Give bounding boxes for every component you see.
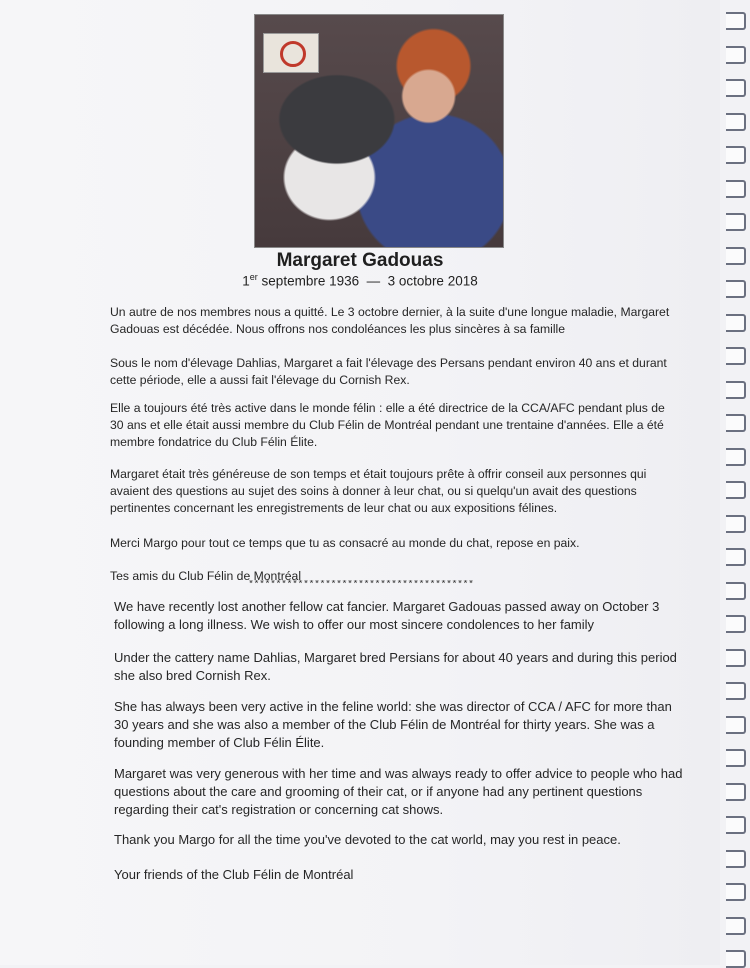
- death-date: 3 octobre 2018: [387, 273, 478, 289]
- english-paragraph-4: Margaret was very generous with her time and was always ready to offer advice to people who had questions about the care and grooming of their cat, or if anyone had any pertinent questions regarding their cat's registration or concerning cat shows.: [114, 766, 683, 817]
- french-paragraph-1: Un autre de nos membres nous a quitté. Le 3 octobre dernier, à la suite d'une longue maladie, Margaret Gadouas est décédée. Nous offrons nos condoléances les plus sincères à sa famille: [110, 305, 670, 336]
- binding-ring: [726, 481, 746, 499]
- binding-ring: [726, 213, 746, 231]
- binding-ring: [726, 917, 746, 935]
- english-paragraph-5: Thank you Margo for all the time you've devoted to the cat world, may you rest in peace.: [114, 832, 621, 847]
- english-paragraph-3: She has always been very active in the feline world: she was director of CCA / AFC for more than 30 years and she was also a member of the Club Félin de Montréal for thirty years. She was a founding member of Club Félin Élite.: [114, 699, 672, 750]
- binding-ring: [726, 381, 746, 399]
- binding-ring: [726, 582, 746, 600]
- binding-ring: [726, 247, 746, 265]
- date-separator: —: [366, 273, 381, 289]
- binding-ring: [726, 414, 746, 432]
- binding-ring: [726, 12, 746, 30]
- binding-ring: [726, 682, 746, 700]
- binding-ring: [726, 515, 746, 533]
- binding-ring: [726, 783, 746, 801]
- binding-ring: [726, 716, 746, 734]
- binding-ring: [726, 615, 746, 633]
- french-paragraph-5: Merci Margo pour tout ce temps que tu as consacré au monde du chat, repose en paix.: [110, 536, 580, 550]
- french-paragraph-4: Margaret était très généreuse de son temps et était toujours prête à offrir conseil aux personnes qui avaient des questions au sujet des soins à donner à leur chat, ou si quelqu'un avait des questions pertinentes concernant les enregistrements de leur chat ou aux expositions félines.: [110, 467, 647, 515]
- binding-ring: [726, 180, 746, 198]
- section-separator: *****************************************: [248, 580, 474, 591]
- no-pets-sign-icon: [263, 33, 319, 73]
- binding-ring: [726, 314, 746, 332]
- birth-day-suffix: er: [249, 272, 258, 282]
- binding-ring: [726, 850, 746, 868]
- french-paragraph-3: Elle a toujours été très active dans le monde félin : elle a été directrice de la CCA/AFC pendant plus de 30 ans et elle était aussi membre du Club Félin de Montréal pendant une trentaine d'années. Elle a été membre fondatrice du Club Félin Élite.: [110, 401, 665, 449]
- binding-ring: [726, 548, 746, 566]
- person-name: Margaret Gadouas: [276, 250, 444, 271]
- binding-ring: [726, 46, 746, 64]
- french-signoff: Tes amis du Club Félin de Montréal: [110, 569, 302, 583]
- binding-ring: [726, 883, 746, 901]
- english-paragraph-2: Under the cattery name Dahlias, Margaret bred Persians for about 40 years and during this period she also bred Cornish Rex.: [114, 650, 677, 683]
- spiral-binding: [716, 0, 750, 965]
- binding-ring: [726, 649, 746, 667]
- portrait-photo: [254, 14, 504, 248]
- binding-ring: [726, 280, 746, 298]
- birth-day: 1: [242, 273, 250, 289]
- life-dates: [0, 272, 720, 289]
- binding-ring: [726, 950, 746, 968]
- binding-ring: [726, 749, 746, 767]
- binding-ring: [726, 79, 746, 97]
- binding-ring: [726, 113, 746, 131]
- binding-ring: [726, 816, 746, 834]
- binding-ring: [726, 146, 746, 164]
- french-paragraph-2: Sous le nom d'élevage Dahlias, Margaret a fait l'élevage des Persans pendant environ 40 ans et durant cette période, elle a aussi fait l'élevage du Cornish Rex.: [110, 356, 667, 387]
- binding-ring: [726, 347, 746, 365]
- english-signoff: Your friends of the Club Félin de Montréal: [114, 867, 354, 882]
- english-paragraph-1: We have recently lost another fellow cat fancier. Margaret Gadouas passed away on October 3 following a long illness. We wish to offer our most sincere condolences to her family: [114, 599, 660, 632]
- binding-ring: [726, 448, 746, 466]
- birth-date: septembre 1936: [261, 273, 360, 289]
